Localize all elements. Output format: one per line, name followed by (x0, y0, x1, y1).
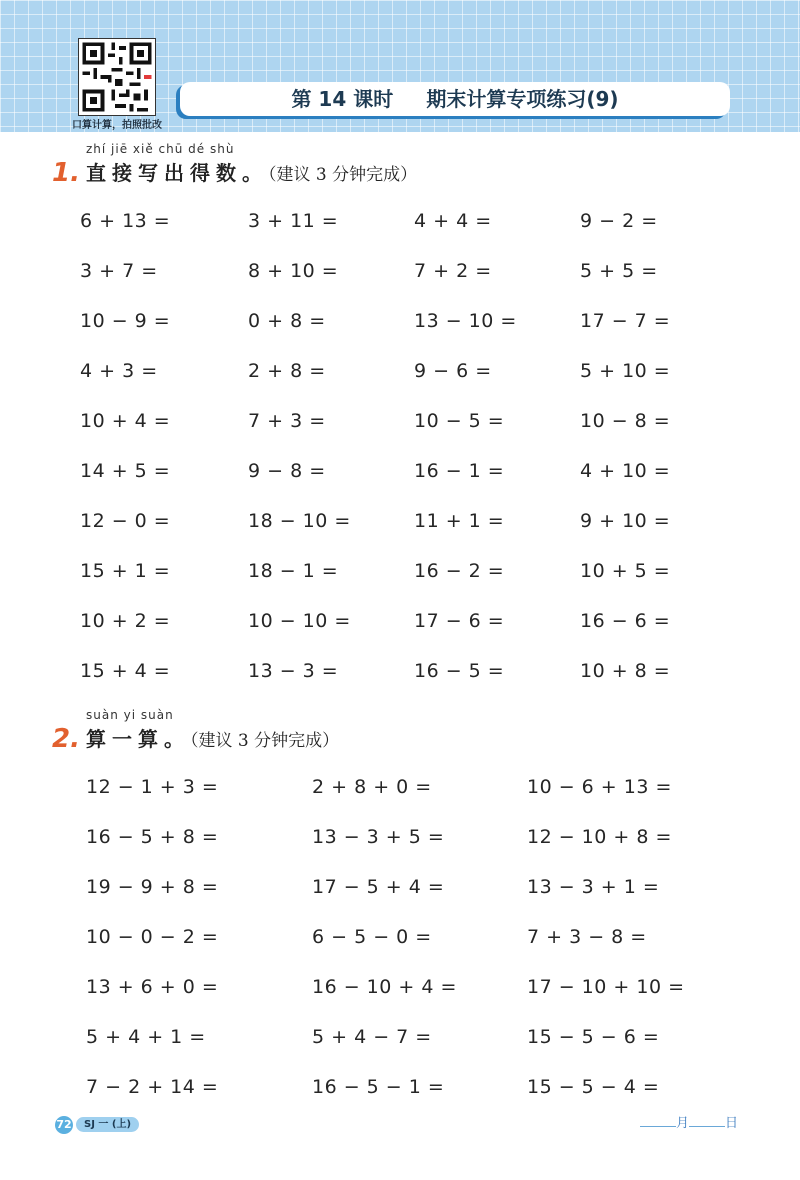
problem-item: 18 − 1 = (248, 560, 339, 582)
problem-item: 17 − 10 + 10 = (527, 976, 685, 998)
day-label: 日 (725, 1116, 739, 1131)
problem-item: 10 − 5 = (414, 410, 505, 432)
section-2-title-wrap (86, 708, 339, 752)
section-2-pinyin: suàn yi suàn (86, 708, 174, 722)
problem-item: 4 + 3 = (80, 360, 158, 382)
problem-item: 10 + 5 = (580, 560, 671, 582)
problem-item: 13 − 10 = (414, 310, 517, 332)
problem-item: 10 − 10 = (248, 610, 351, 632)
problem-item: 9 − 2 = (580, 210, 658, 232)
problem-item: 16 − 2 = (414, 560, 505, 582)
problem-item: 12 − 0 = (80, 510, 171, 532)
lesson-number: 第 14 课时 (291, 87, 394, 111)
problem-item: 16 − 5 + 8 = (86, 826, 219, 848)
problem-item: 6 + 13 = (80, 210, 171, 232)
problem-item: 13 − 3 + 1 = (527, 876, 660, 898)
problem-item: 7 + 3 − 8 = (527, 926, 647, 948)
problem-item: 10 − 9 = (80, 310, 171, 332)
problem-item: 19 − 9 + 8 = (86, 876, 219, 898)
problem-item: 16 − 10 + 4 = (312, 976, 457, 998)
problem-item: 11 + 1 = (414, 510, 505, 532)
problem-item: 4 + 4 = (414, 210, 492, 232)
problem-item: 6 − 5 − 0 = (312, 926, 432, 948)
section-1-number: 1. (52, 158, 80, 188)
problem-item: 5 + 4 + 1 = (86, 1026, 206, 1048)
problem-item: 15 − 5 − 4 = (527, 1076, 660, 1098)
section-1-pinyin: zhí jiē xiě chū dé shù (86, 142, 235, 156)
day-blank[interactable] (689, 1114, 725, 1127)
problem-item: 2 + 8 + 0 = (312, 776, 432, 798)
lesson-title-bar (180, 82, 730, 116)
page-title: 期末计算专项练习(9) (426, 87, 619, 111)
problem-item: 14 + 5 = (80, 460, 171, 482)
section-1-title-wrap (86, 142, 417, 186)
month-blank[interactable] (640, 1114, 676, 1127)
problem-item: 4 + 10 = (580, 460, 671, 482)
qr-caption: 口算计算，拍照批改 (72, 120, 162, 131)
problem-item: 3 + 7 = (80, 260, 158, 282)
problem-item: 5 + 5 = (580, 260, 658, 282)
problem-item: 15 + 4 = (80, 660, 171, 682)
problem-item: 12 − 1 + 3 = (86, 776, 219, 798)
problem-item: 8 + 10 = (248, 260, 339, 282)
problem-item: 17 − 7 = (580, 310, 671, 332)
section-2-number: 2. (52, 724, 80, 754)
problem-item: 2 + 8 = (248, 360, 326, 382)
book-label: SJ 一 (上) (76, 1117, 139, 1132)
section-2-hint: （建议 3 分钟完成） (190, 731, 340, 751)
problem-item: 10 − 6 + 13 = (527, 776, 672, 798)
qr-code-icon[interactable] (78, 38, 156, 116)
problem-item: 10 + 2 = (80, 610, 171, 632)
problem-item: 9 − 6 = (414, 360, 492, 382)
section-2-title: 算一算。 (86, 727, 190, 751)
problem-item: 10 − 0 − 2 = (86, 926, 219, 948)
problem-item: 9 − 8 = (248, 460, 326, 482)
problem-item: 3 + 11 = (248, 210, 339, 232)
problem-item: 9 + 10 = (580, 510, 671, 532)
problem-item: 18 − 10 = (248, 510, 351, 532)
problem-item: 10 − 8 = (580, 410, 671, 432)
problem-item: 16 − 5 − 1 = (312, 1076, 445, 1098)
problem-item: 13 − 3 = (248, 660, 339, 682)
problem-item: 5 + 4 − 7 = (312, 1026, 432, 1048)
month-label: 月 (676, 1116, 690, 1131)
date-field (640, 1112, 738, 1131)
problem-item: 16 − 6 = (580, 610, 671, 632)
section-1-title: 直接写出得数。 (86, 161, 268, 185)
problem-item: 16 − 5 = (414, 660, 505, 682)
problem-item: 17 − 5 + 4 = (312, 876, 445, 898)
page-header (0, 0, 800, 132)
problem-item: 10 + 4 = (80, 410, 171, 432)
problem-item: 13 − 3 + 5 = (312, 826, 445, 848)
problem-item: 15 − 5 − 6 = (527, 1026, 660, 1048)
problem-item: 12 − 10 + 8 = (527, 826, 672, 848)
problem-item: 7 + 2 = (414, 260, 492, 282)
problem-item: 10 + 8 = (580, 660, 671, 682)
problem-item: 15 + 1 = (80, 560, 171, 582)
problem-item: 16 − 1 = (414, 460, 505, 482)
problem-item: 17 − 6 = (414, 610, 505, 632)
section-1-hint: （建议 3 分钟完成） (268, 165, 418, 185)
problem-item: 5 + 10 = (580, 360, 671, 382)
page-number: 72 (55, 1116, 73, 1134)
problem-item: 7 + 3 = (248, 410, 326, 432)
problem-item: 0 + 8 = (248, 310, 326, 332)
problem-item: 13 + 6 + 0 = (86, 976, 219, 998)
problem-item: 7 − 2 + 14 = (86, 1076, 219, 1098)
